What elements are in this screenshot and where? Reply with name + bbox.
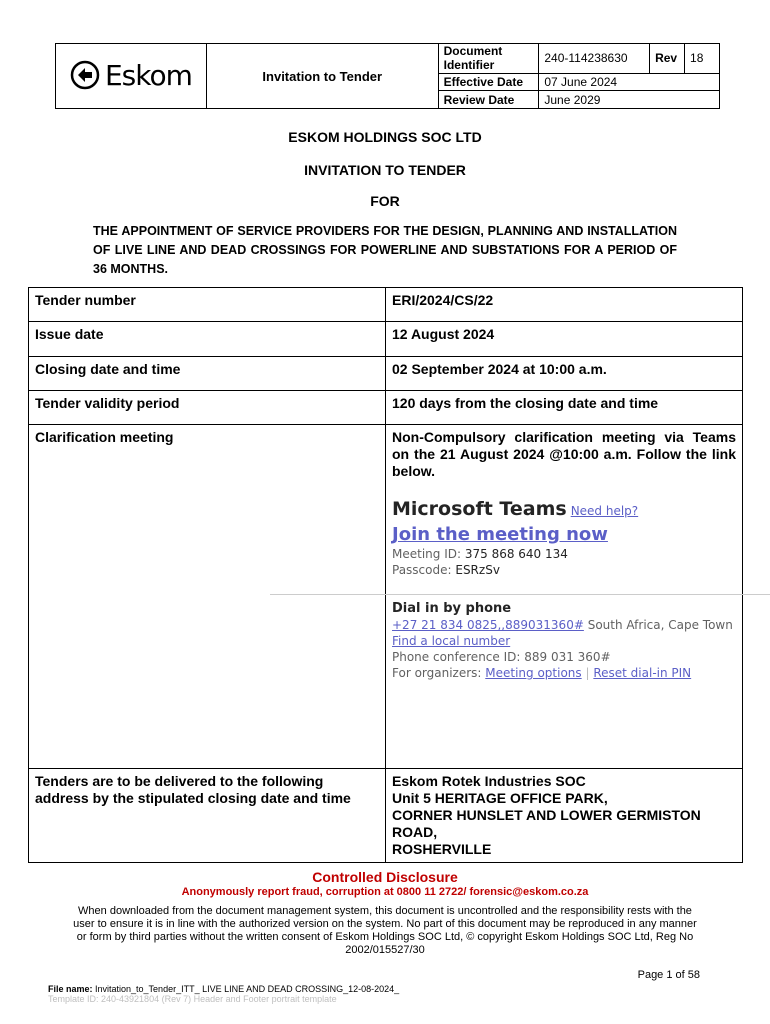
address-cell	[386, 769, 743, 863]
dial-in-title: Dial in by phone	[392, 601, 512, 616]
passcode: Passcode: ESRzSv	[392, 563, 500, 577]
teams-block	[392, 498, 736, 680]
meeting-options-link[interactable]: Meeting options	[485, 666, 582, 680]
doc-id-label: Document Identifier	[438, 44, 539, 74]
tender-subject: THE APPOINTMENT OF SERVICE PROVIDERS FOR THE DESIGN, PLANNING AND INSTALLATION OF LIVE LINE AND DEAD CROSSINGS FOR POWERLINE AND SUBSTATIONS FOR A PERIOD OF 36 MONTHS.	[93, 224, 677, 276]
effective-label: Effective Date	[438, 73, 539, 91]
rev-value: 18	[685, 44, 720, 74]
address-line: ROSHERVILLE	[392, 841, 492, 857]
row-value: ERI/2024/CS/22	[386, 288, 743, 322]
table-row	[29, 391, 743, 425]
table-row	[29, 322, 743, 357]
eskom-logo	[70, 59, 192, 92]
logo-text: Eskom	[104, 58, 192, 92]
review-label: Review Date	[438, 91, 539, 109]
table-row	[29, 357, 743, 391]
teams-title: Microsoft Teams	[392, 498, 567, 520]
doc-id: 240-114238630	[539, 44, 650, 74]
reset-pin-link[interactable]: Reset dial-in PIN	[593, 666, 692, 680]
doc-title: Invitation to Tender	[206, 44, 438, 109]
file-name: File name: Invitation_to_Tender_ITT_ LIVE LINE AND DEAD CROSSING_12-08-2024_	[48, 984, 400, 994]
company-title: ESKOM HOLDINGS SOC LTD	[288, 129, 482, 145]
row-label: Issue date	[29, 322, 386, 357]
fraud-notice: Anonymously report fraud, corruption at 0800 11 2722/ forensic@eskom.co.za	[181, 886, 589, 898]
tender-details-table	[28, 287, 743, 863]
address-line: Eskom Rotek Industries SOC	[392, 773, 586, 789]
address-line: CORNER HUNSLET AND LOWER GERMISTON ROAD,	[392, 807, 701, 840]
meeting-id: Meeting ID: 375 868 640 134	[392, 547, 568, 561]
for-title: FOR	[370, 193, 400, 209]
row-label: Tenders are to be delivered to the following address by the stipulated closing date and time	[29, 769, 386, 863]
logo-cell	[56, 44, 207, 109]
controlled-disclosure: Controlled Disclosure	[312, 869, 458, 885]
address-line: Unit 5 HERITAGE OFFICE PARK,	[392, 790, 608, 806]
phone-link[interactable]: +27 21 834 0825,,889031360#	[392, 618, 584, 632]
table-row	[29, 769, 743, 863]
eskom-emblem-icon	[70, 60, 100, 90]
review-date: June 2029	[539, 91, 720, 109]
teams-separator	[270, 594, 770, 595]
row-value: 120 days from the closing date and time	[386, 391, 743, 425]
organizers-line: For organizers: Meeting options | Reset dial-in PIN	[392, 666, 692, 680]
local-number-link[interactable]: Find a local number	[392, 634, 511, 648]
itt-title: INVITATION TO TENDER	[304, 162, 466, 178]
row-value: 12 August 2024	[386, 322, 743, 357]
page-number: Page 1 of 58	[637, 969, 700, 981]
join-meeting-link[interactable]: Join the meeting now	[392, 524, 608, 545]
rev-label: Rev	[650, 44, 685, 74]
help-link[interactable]: Need help?	[570, 504, 639, 518]
row-label: Tender number	[29, 288, 386, 322]
phone-line: +27 21 834 0825,,889031360# South Africa, Cape Town	[392, 618, 733, 632]
clarification-text: Non-Compulsory clarification meeting via Teams on the 21 August 2024 @10:00 a.m. Follow the link below.	[392, 429, 736, 479]
table-row	[29, 288, 743, 322]
conference-id: Phone conference ID: 889 031 360#	[392, 650, 611, 664]
document-header	[55, 43, 720, 109]
clarification-cell	[386, 425, 743, 769]
disclaimer: When downloaded from the document management system, this document is uncontrolled and the responsibility rests with the user to ensure it is in line with the authorized version on the system. No part of this document may be reproduced in any manner or form by third parties without the written consent of Eskom Holdings SOC Ltd, © copyright Eskom Holdings SOC Ltd, Reg No 2002/015527/30	[73, 905, 697, 956]
row-label: Clarification meeting	[29, 425, 386, 769]
template-id: Template ID: 240-43921804 (Rev 7) Header and Footer portrait template	[48, 994, 337, 1004]
row-label: Closing date and time	[29, 357, 386, 391]
effective-date: 07 June 2024	[539, 73, 720, 91]
row-value: 02 September 2024 at 10:00 a.m.	[386, 357, 743, 391]
row-label: Tender validity period	[29, 391, 386, 425]
table-row	[29, 425, 743, 769]
